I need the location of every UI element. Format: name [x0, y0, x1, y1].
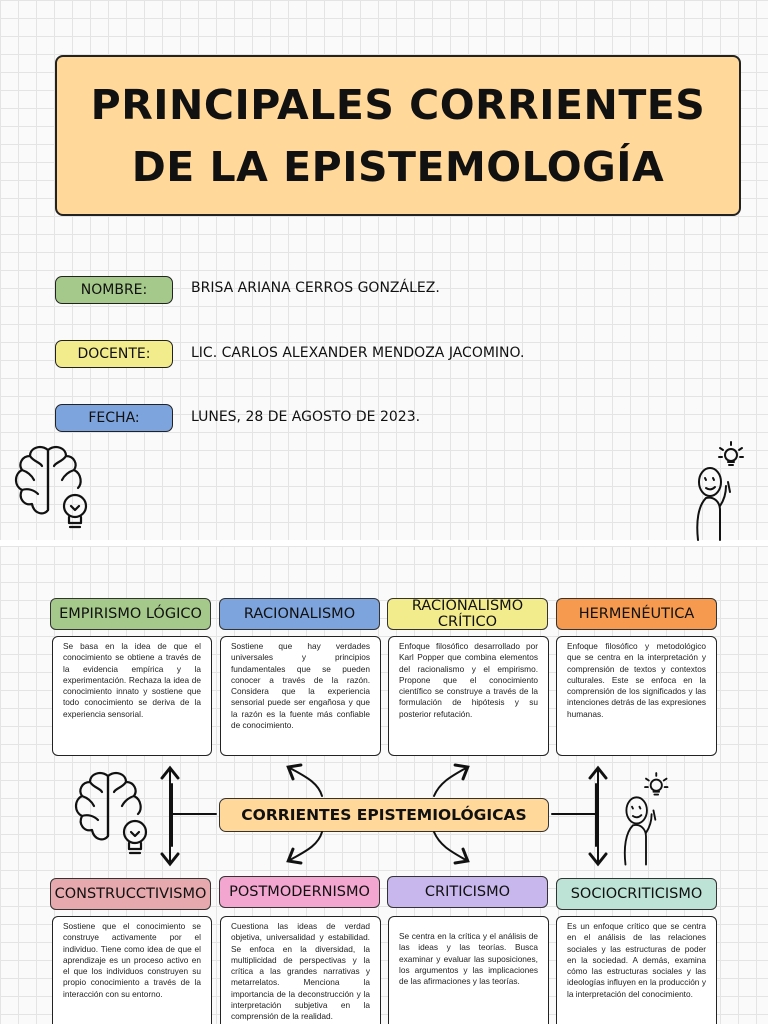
label-criticismo: CRITICISMO: [387, 876, 548, 908]
teacher-label: DOCENTE:: [55, 340, 173, 368]
desc-criticismo: Se centra en la crítica y el análisis de las ideas y las teorías. Busca examinar y evaluar las suposiciones, los argumentos y las implicaciones de las afirmaciones y las teorías.: [388, 916, 549, 1024]
label-racionalismo-critico: RACIONALISMO CRÍTICO: [387, 598, 548, 630]
name-label: NOMBRE:: [55, 276, 173, 304]
thinking-person-icon-map: [618, 766, 674, 866]
label-racionalismo: RACIONALISMO: [219, 598, 380, 630]
teacher-value: LIC. CARLOS ALEXANDER MENDOZA JACOMINO.: [191, 345, 525, 361]
label-constructivismo: CONSTRUCCTIVISMO: [50, 878, 211, 910]
desc-racionalismo: Sostiene que hay verdades universales y principios fundamentales que se pueden conocer a través de la razón. Considera que la experiencia sensorial puede ser engañosa y que la razón es la fuente más confiable de conocimiento.: [220, 636, 381, 756]
desc-empirismo-logico: Se basa en la idea de que el conocimiento se obtiene a través de la evidencia empírica y la experimentación. Rechaza la idea de conocimiento innato y sostiene que todo conocimiento se deriva de la experiencia sensorial.: [52, 636, 212, 756]
label-postmodernismo: POSTMODERNISMO: [219, 876, 380, 908]
desc-hermeneutica: Enfoque filosófico y metodológico que se centra en la interpretación y comprensión de textos y contextos culturales. Este se enfoca en la comprensión de los significados y las intenciones detrás de las expresiones humanas.: [556, 636, 717, 756]
title-line-1: PRINCIPALES CORRIENTES: [90, 80, 706, 129]
label-sociocriticismo: SOCIOCRITICISMO: [556, 878, 717, 910]
desc-postmodernismo: Cuestiona las ideas de verdad objetiva, universalidad y estabilidad. Se enfoca en la diversidad, la multiplicidad de perspectivas y la crítica a las grandes narrativas y metarrelatos. Menciona la importancia de la deconstrucción y la interpretación subjetiva en la comprensión de la realidad.: [220, 916, 381, 1024]
label-hermeneutica: HERMENÉUTICA: [556, 598, 717, 630]
brain-lightbulb-icon-map: [72, 770, 154, 856]
desc-racionalismo-critico: Enfoque filosófico desarrollado por Karl Popper que combina elementos del racionalismo y el empirismo. Propone que el conocimiento científico se construye a través de la formulación de hipótesis y su posterior refutación.: [388, 636, 549, 756]
label-empirismo-logico: EMPIRISMO LÓGICO: [50, 598, 211, 630]
date-value: LUNES, 28 DE AGOSTO DE 2023.: [191, 409, 421, 425]
name-value: BRISA ARIANA CERROS GONZÁLEZ.: [191, 280, 440, 296]
date-label: FECHA:: [55, 404, 173, 432]
title-line-2: DE LA EPISTEMOLOGÍA: [131, 142, 665, 191]
desc-sociocriticismo: Es un enfoque crítico que se centra en el análisis de las relaciones sociales y las estructuras de poder en la sociedad. A demás, examina cómo las estructuras sociales y las ideologías influyen en la producción y la interpretación del conocimiento.: [556, 916, 717, 1024]
desc-constructivismo: Sostiene que el conocimiento se construye activamente por el individuo. Tiene como idea de que el aprendizaje es un proceso activo en el que los individuos construyen su propio conocimiento a través de la interacción con su entorno.: [52, 916, 212, 1024]
center-topic: CORRIENTES EPISTEMIOLÓGICAS: [219, 798, 549, 832]
